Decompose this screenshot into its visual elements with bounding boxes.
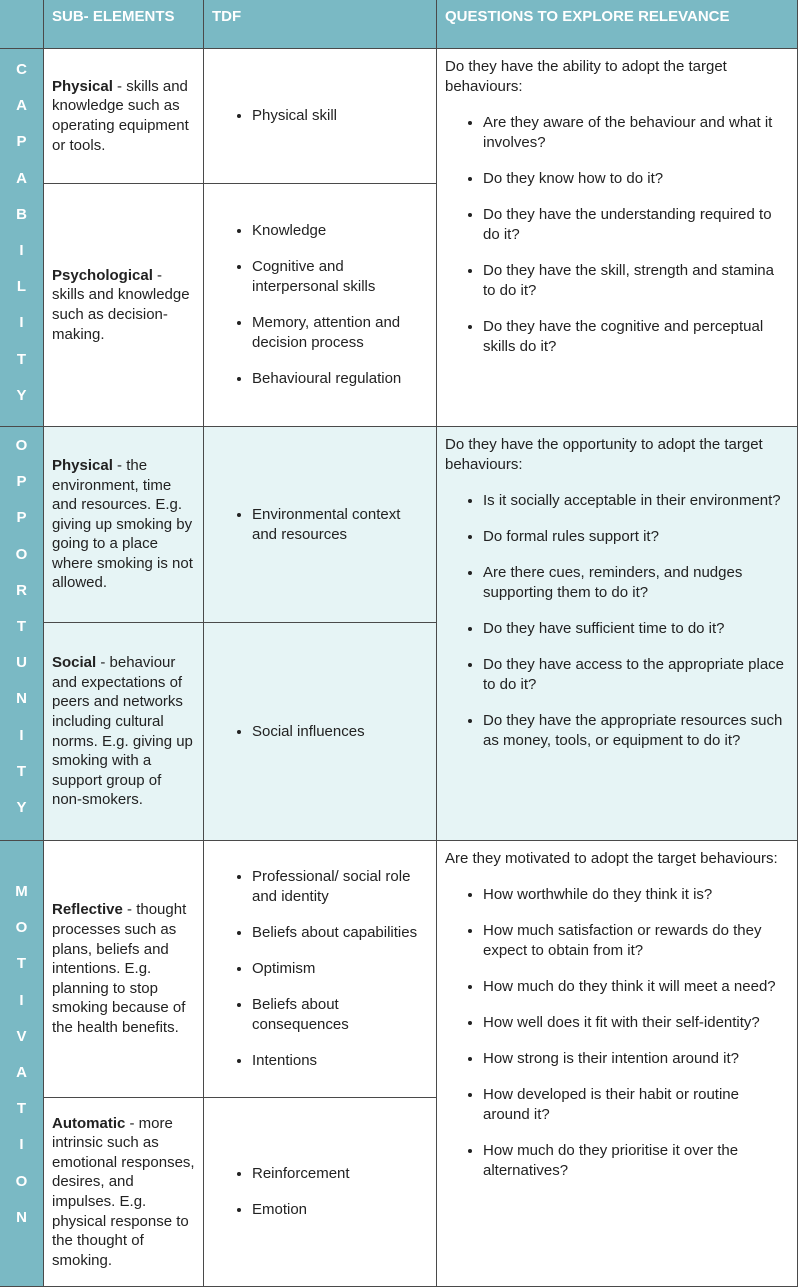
- question-item: • How developed is their habit or routine around it?: [483, 1085, 789, 1125]
- questions-list: [445, 491, 789, 751]
- opportunity-letter: N: [16, 690, 27, 708]
- question-item: • How well does it fit with their self-identity?: [483, 1013, 789, 1033]
- capability-letter: T: [16, 350, 27, 368]
- motivation-letter: N: [16, 1208, 27, 1226]
- opportunity-physical-tdf: [204, 427, 437, 623]
- questions-list: [445, 885, 789, 1181]
- motivation-letter: A: [16, 1063, 27, 1081]
- tdf-item: • Optimism: [252, 959, 428, 979]
- motivation-automatic-subelement: [44, 1098, 204, 1287]
- opportunity-social-subelement: [44, 623, 204, 841]
- opportunity-physical-subelement: [44, 427, 204, 623]
- subelement-description: - thought processes such as plans, beliefs and intentions. E.g. planning to stop smoking because of the health benefits.: [52, 901, 187, 1036]
- capability-psychological-subelement: [44, 184, 204, 427]
- motivation-reflective-subelement: [44, 841, 204, 1098]
- capability-label: [0, 49, 44, 427]
- tdf-list: [214, 505, 428, 545]
- opportunity-letter: U: [16, 654, 27, 672]
- header-sub-elements: SUB- ELEMENTS: [44, 0, 204, 49]
- capability-letter: I: [19, 314, 24, 332]
- motivation-letter: O: [15, 919, 28, 937]
- tdf-item: • Memory, attention and decision process: [252, 313, 428, 353]
- opportunity-letter: I: [19, 726, 24, 744]
- question-item: • How much satisfaction or rewards do they expect to obtain from it?: [483, 921, 789, 961]
- question-item: • Do they have the skill, strength and stamina to do it?: [483, 261, 789, 301]
- tdf-item: • Knowledge: [252, 221, 428, 241]
- question-item: • Do they know how to do it?: [483, 169, 789, 189]
- tdf-item: • Beliefs about consequences: [252, 995, 428, 1035]
- opportunity-letter: R: [16, 581, 27, 599]
- question-item: • Do formal rules support it?: [483, 527, 789, 547]
- opportunity-letter: P: [16, 473, 27, 491]
- motivation-letter: T: [16, 1100, 27, 1118]
- tdf-item: • Intentions: [252, 1051, 428, 1071]
- motivation-letter: M: [15, 883, 28, 900]
- tdf-list: [214, 867, 428, 1071]
- question-item: • How strong is their intention around it?: [483, 1049, 789, 1069]
- questions-list: [445, 113, 789, 357]
- capability-physical-subelement: [44, 49, 204, 184]
- subelement-title: Automatic: [52, 1114, 126, 1132]
- subelement-title: Psychological: [52, 266, 153, 284]
- motivation-automatic-tdf: [204, 1098, 437, 1287]
- tdf-list: [214, 221, 428, 389]
- motivation-letter: I: [19, 1136, 24, 1154]
- opportunity-letter: P: [16, 509, 27, 527]
- motivation-questions: [437, 841, 798, 1287]
- tdf-item: • Cognitive and interpersonal skills: [252, 257, 428, 297]
- tdf-item: • Physical skill: [252, 106, 337, 126]
- motivation-reflective-tdf: [204, 841, 437, 1098]
- motivation-letter: T: [16, 955, 27, 973]
- tdf-item: • Social influences: [252, 722, 365, 742]
- tdf-item: • Behavioural regulation: [252, 369, 428, 389]
- capability-letter: I: [19, 241, 24, 259]
- tdf-list: [214, 106, 337, 126]
- opportunity-letter: O: [15, 545, 28, 563]
- motivation-label: [0, 841, 44, 1287]
- tdf-item: • Beliefs about capabilities: [252, 923, 428, 943]
- capability-letter: B: [16, 205, 27, 223]
- tdf-item: • Emotion: [252, 1200, 350, 1220]
- subelement-description: - the environment, time and resources. E.g. giving up smoking by going to a place where smoking is not allowed.: [52, 456, 193, 592]
- capability-letter: C: [16, 61, 27, 78]
- capability-letter: Y: [16, 386, 27, 404]
- question-item: • Do they have sufficient time to do it?: [483, 619, 789, 639]
- question-item: • How much do they prioritise it over the alternatives?: [483, 1141, 789, 1181]
- question-item: • Is it socially acceptable in their environment?: [483, 491, 789, 511]
- motivation-letter: I: [19, 991, 24, 1009]
- question-item: • Do they have the understanding required to do it?: [483, 205, 789, 245]
- questions-intro: Do they have the ability to adopt the target behaviours:: [445, 58, 727, 95]
- capability-physical-tdf: [204, 49, 437, 184]
- capability-questions: [437, 49, 798, 427]
- header-corner: [0, 0, 44, 49]
- question-item: • Are they aware of the behaviour and what it involves?: [483, 113, 789, 153]
- question-item: • How worthwhile do they think it is?: [483, 885, 789, 905]
- question-item: • Do they have access to the appropriate place to do it?: [483, 655, 789, 695]
- opportunity-questions: [437, 427, 798, 841]
- capability-letter: P: [16, 133, 27, 151]
- opportunity-letter: Y: [16, 798, 27, 816]
- subelement-title: Physical: [52, 77, 113, 95]
- question-item: • Do they have the appropriate resources such as money, tools, or equipment to do it?: [483, 711, 789, 751]
- capability-letter: A: [16, 169, 27, 187]
- capability-psychological-tdf: [204, 184, 437, 427]
- tdf-item: • Professional/ social role and identity: [252, 867, 428, 907]
- motivation-letter: O: [15, 1172, 28, 1190]
- opportunity-label: [0, 427, 44, 841]
- opportunity-letter: T: [16, 617, 27, 635]
- tdf-list: [214, 1164, 350, 1220]
- subelement-title: Social: [52, 654, 97, 672]
- capability-letter: A: [16, 97, 27, 115]
- opportunity-letter: O: [15, 437, 28, 454]
- header-questions: QUESTIONS TO EXPLORE RELEVANCE: [437, 0, 798, 49]
- questions-intro: Are they motivated to adopt the target behaviours:: [445, 850, 778, 867]
- subelement-description: - skills and knowledge such as decision-making.: [52, 266, 190, 343]
- subelement-description: - skills and knowledge such as operating equipment or tools.: [52, 77, 189, 154]
- subelement-title: Physical: [52, 456, 113, 474]
- subelement-title: Reflective: [52, 901, 123, 919]
- question-item: • Are there cues, reminders, and nudges supporting them to do it?: [483, 563, 789, 603]
- question-item: • Do they have the cognitive and perceptual skills do it?: [483, 317, 789, 357]
- motivation-letter: V: [16, 1027, 27, 1045]
- opportunity-letter: T: [16, 762, 27, 780]
- subelement-description: - behaviour and expectations of peers and networks including cultural norms. E.g. giving up smoking with a support group of non-smokers.: [52, 654, 193, 809]
- opportunity-social-tdf: [204, 623, 437, 841]
- tdf-list: [214, 722, 365, 742]
- tdf-item: • Reinforcement: [252, 1164, 350, 1184]
- capability-letter: L: [16, 278, 27, 296]
- question-item: • How much do they think it will meet a need?: [483, 977, 789, 997]
- subelement-description: - more intrinsic such as emotional responses, desires, and impulses. E.g. physical response to the thought of smoking.: [52, 1114, 195, 1269]
- tdf-item: • Environmental context and resources: [252, 505, 428, 545]
- header-tdf: TDF: [204, 0, 437, 49]
- questions-intro: Do they have the opportunity to adopt the target behaviours:: [445, 436, 763, 473]
